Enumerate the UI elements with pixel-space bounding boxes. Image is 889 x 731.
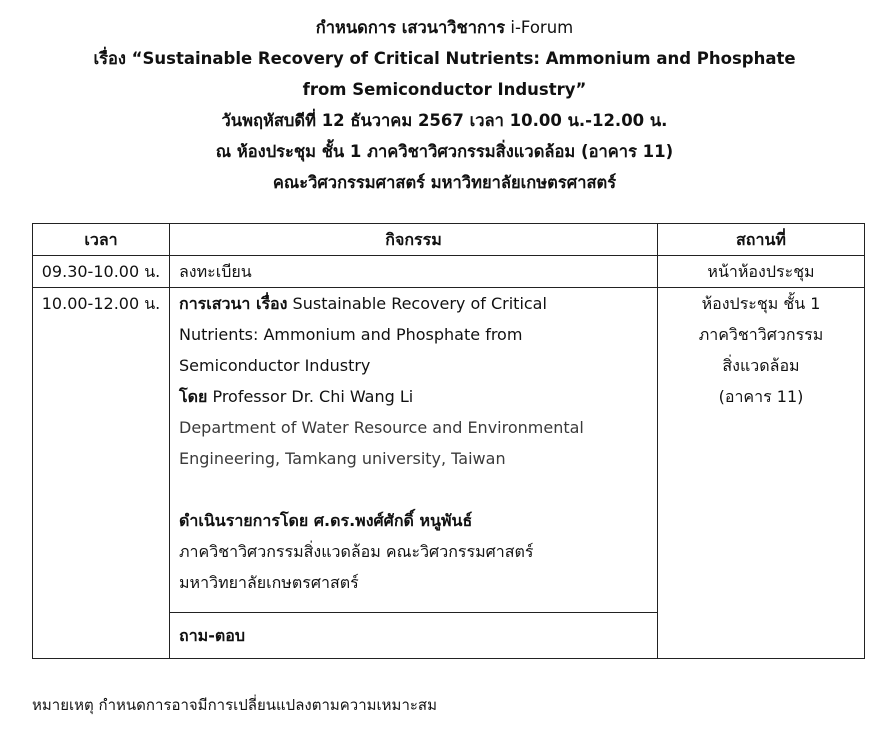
row2-dept-line-2: Engineering, Tamkang university, Taiwan xyxy=(179,449,506,468)
header-activity: กิจกรรม xyxy=(170,224,658,256)
row2-place-line-4: (อาคาร 11) xyxy=(718,387,804,406)
row2-qa: ถาม-ตอบ xyxy=(170,613,658,659)
row2-speaker xyxy=(179,381,657,412)
header-venue: ณ ห้องประชุม ชั้น 1 ภาควิชาวิศวกรรมสิ่งแวดล้อม (อาคาร 11) xyxy=(215,142,674,161)
header-topic-line-2: from Semiconductor Industry” xyxy=(302,80,587,99)
row2-moderator-affil-1: ภาควิชาวิศวกรรมสิ่งแวดล้อม คณะวิศวกรรมศาสตร์ xyxy=(179,542,534,561)
row2-title-label: การเสวนา เรื่อง xyxy=(179,294,288,313)
header-title: กำหนดการ เสวนาวิชาการ xyxy=(315,18,506,37)
header-date: วันพฤหัสบดีที่ 12 ธันวาคม 2567 เวลา 10.00 น.-12.00 น. xyxy=(221,111,668,130)
header-event-name: i-Forum xyxy=(510,18,574,37)
row2-place-line-2: ภาควิชาวิศวกรรม xyxy=(698,325,824,344)
row2-title-line-1 xyxy=(179,288,657,319)
footnote: หมายเหตุ กำหนดการอาจมีการเปลี่ยนแปลงตามความเหมาะสม xyxy=(32,696,437,714)
row2-time: 10.00-12.00 น. xyxy=(33,288,170,659)
header-line-1 xyxy=(0,12,889,43)
row2-place-line-1: ห้องประชุม ชั้น 1 xyxy=(701,294,821,313)
row1-place: หน้าห้องประชุม xyxy=(658,256,865,288)
header-time: เวลา xyxy=(33,224,170,256)
row2-place xyxy=(658,288,865,659)
row2-title-line-2: Nutrients: Ammonium and Phosphate from xyxy=(179,325,523,344)
row2-moderator: ดำเนินรายการโดย ศ.ดร.พงศ์ศักดิ์ หนูพันธ์ xyxy=(179,511,473,530)
header-topic-line-1: เรื่อง “Sustainable Recovery of Critical Nutrients: Ammonium and Phosphate xyxy=(93,49,796,68)
row2-dept-line-1: Department of Water Resource and Environmental xyxy=(179,418,584,437)
row2-place-line-3: สิ่งแวดล้อม xyxy=(722,356,800,375)
table-row xyxy=(33,288,865,613)
row2-title-text-1: Sustainable Recovery of Critical xyxy=(287,294,547,313)
row2-title-line-3: Semiconductor Industry xyxy=(179,356,371,375)
row2-moderator-affil-2: มหาวิทยาลัยเกษตรศาสตร์ xyxy=(179,573,359,592)
header-faculty: คณะวิศวกรรมศาสตร์ มหาวิทยาลัยเกษตรศาสตร์ xyxy=(272,173,617,192)
table-header-row xyxy=(33,224,865,256)
header-place: สถานที่ xyxy=(658,224,865,256)
row2-activity xyxy=(170,288,658,613)
row1-activity: ลงทะเบียน xyxy=(170,256,658,288)
row2-by-label: โดย xyxy=(179,387,208,406)
schedule-table xyxy=(32,223,865,659)
document-header xyxy=(0,12,889,198)
table-row xyxy=(33,256,865,288)
row1-time: 09.30-10.00 น. xyxy=(33,256,170,288)
row2-speaker-name: Professor Dr. Chi Wang Li xyxy=(207,387,414,406)
